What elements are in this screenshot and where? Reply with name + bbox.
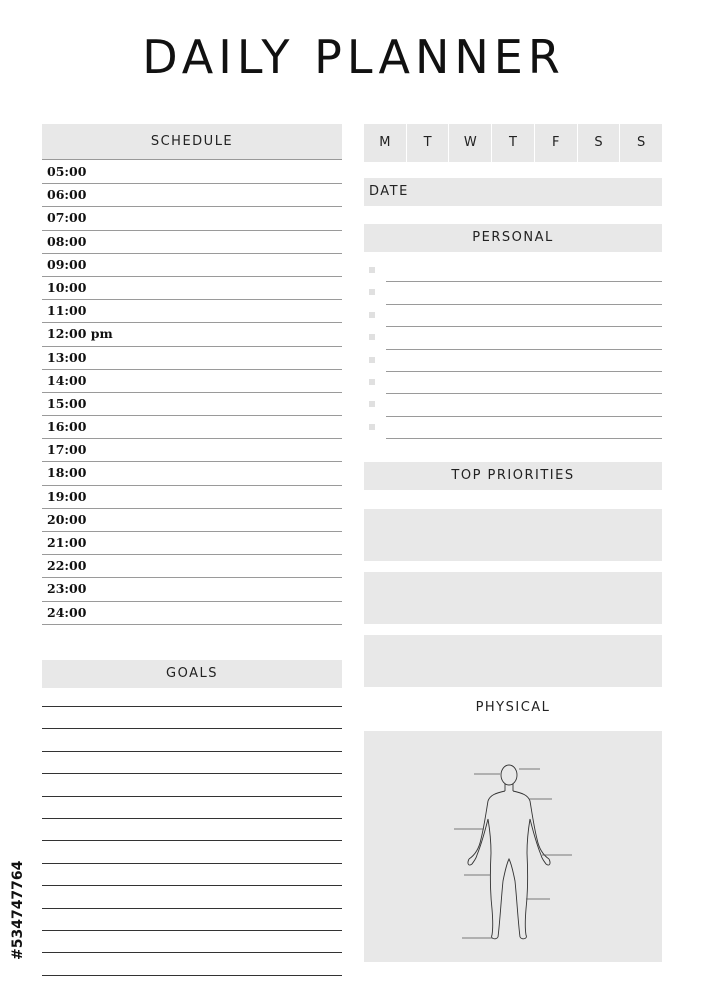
page-title: DAILY PLANNER <box>142 30 565 84</box>
schedule-row[interactable]: 05:00 <box>42 161 342 184</box>
day-saturday[interactable]: S <box>578 124 621 162</box>
goal-line[interactable] <box>42 863 342 885</box>
personal-item[interactable] <box>364 282 662 304</box>
schedule-row[interactable]: 16:00 <box>42 416 342 439</box>
goal-line[interactable] <box>42 908 342 930</box>
schedule-row[interactable]: 08:00 <box>42 231 342 254</box>
personal-item[interactable] <box>364 260 662 282</box>
bullet-icon <box>369 267 375 273</box>
date-field[interactable]: DATE <box>364 178 662 206</box>
goal-line[interactable] <box>42 706 342 728</box>
goal-line[interactable] <box>42 751 342 773</box>
human-body-outline-icon <box>364 731 662 962</box>
goal-line[interactable] <box>42 930 342 952</box>
personal-list <box>364 260 662 439</box>
schedule-row[interactable]: 13:00 <box>42 347 342 370</box>
personal-header: PERSONAL <box>364 224 662 252</box>
schedule-row[interactable]: 12:00 pm <box>42 323 342 346</box>
day-monday[interactable]: M <box>364 124 407 162</box>
goal-line[interactable] <box>42 773 342 795</box>
schedule-row[interactable]: 06:00 <box>42 184 342 207</box>
schedule-row[interactable]: 21:00 <box>42 532 342 555</box>
schedule-row[interactable]: 20:00 <box>42 509 342 532</box>
bullet-icon <box>369 334 375 340</box>
goal-line[interactable] <box>42 952 342 974</box>
goals-header: GOALS <box>42 660 342 688</box>
schedule-row[interactable]: 17:00 <box>42 439 342 462</box>
day-wednesday[interactable]: W <box>449 124 492 162</box>
physical-header: PHYSICAL <box>475 700 551 715</box>
goal-line[interactable] <box>42 818 342 840</box>
bullet-icon <box>369 424 375 430</box>
personal-item[interactable] <box>364 394 662 416</box>
schedule-row[interactable]: 09:00 <box>42 254 342 277</box>
top-priorities-header: TOP PRIORITIES <box>364 462 662 490</box>
priority-box[interactable] <box>364 572 662 624</box>
goals-lines <box>42 706 342 976</box>
goal-line[interactable] <box>42 796 342 818</box>
bullet-icon <box>369 289 375 295</box>
day-friday[interactable]: F <box>535 124 578 162</box>
schedule-row[interactable]: 14:00 <box>42 370 342 393</box>
schedule-row[interactable]: 19:00 <box>42 486 342 509</box>
schedule-row[interactable]: 23:00 <box>42 578 342 601</box>
schedule-row[interactable]: 10:00 <box>42 277 342 300</box>
priority-box[interactable] <box>364 635 662 687</box>
bullet-icon <box>369 401 375 407</box>
personal-item[interactable] <box>364 372 662 394</box>
schedule-row[interactable]: 11:00 <box>42 300 342 323</box>
personal-item[interactable] <box>364 305 662 327</box>
schedule-row[interactable]: 15:00 <box>42 393 342 416</box>
day-tuesday[interactable]: T <box>407 124 450 162</box>
schedule-list <box>42 161 342 625</box>
personal-item[interactable] <box>364 417 662 439</box>
goal-line[interactable] <box>42 975 342 976</box>
schedule-row[interactable]: 24:00 <box>42 602 342 625</box>
day-thursday[interactable]: T <box>492 124 535 162</box>
priority-box[interactable] <box>364 509 662 561</box>
bullet-icon <box>369 379 375 385</box>
schedule-row[interactable]: 07:00 <box>42 207 342 230</box>
weekday-selector <box>364 124 662 162</box>
bullet-icon <box>369 357 375 363</box>
personal-line <box>386 438 662 439</box>
goal-line[interactable] <box>42 728 342 750</box>
personal-item[interactable] <box>364 327 662 349</box>
schedule-header: SCHEDULE <box>42 124 342 160</box>
schedule-row[interactable]: 18:00 <box>42 462 342 485</box>
bullet-icon <box>369 312 375 318</box>
goal-line[interactable] <box>42 840 342 862</box>
personal-item[interactable] <box>364 350 662 372</box>
stock-id-label: #534747764 <box>10 860 26 960</box>
physical-box <box>364 731 662 962</box>
day-sunday[interactable]: S <box>620 124 662 162</box>
schedule-row[interactable]: 22:00 <box>42 555 342 578</box>
goal-line[interactable] <box>42 885 342 907</box>
